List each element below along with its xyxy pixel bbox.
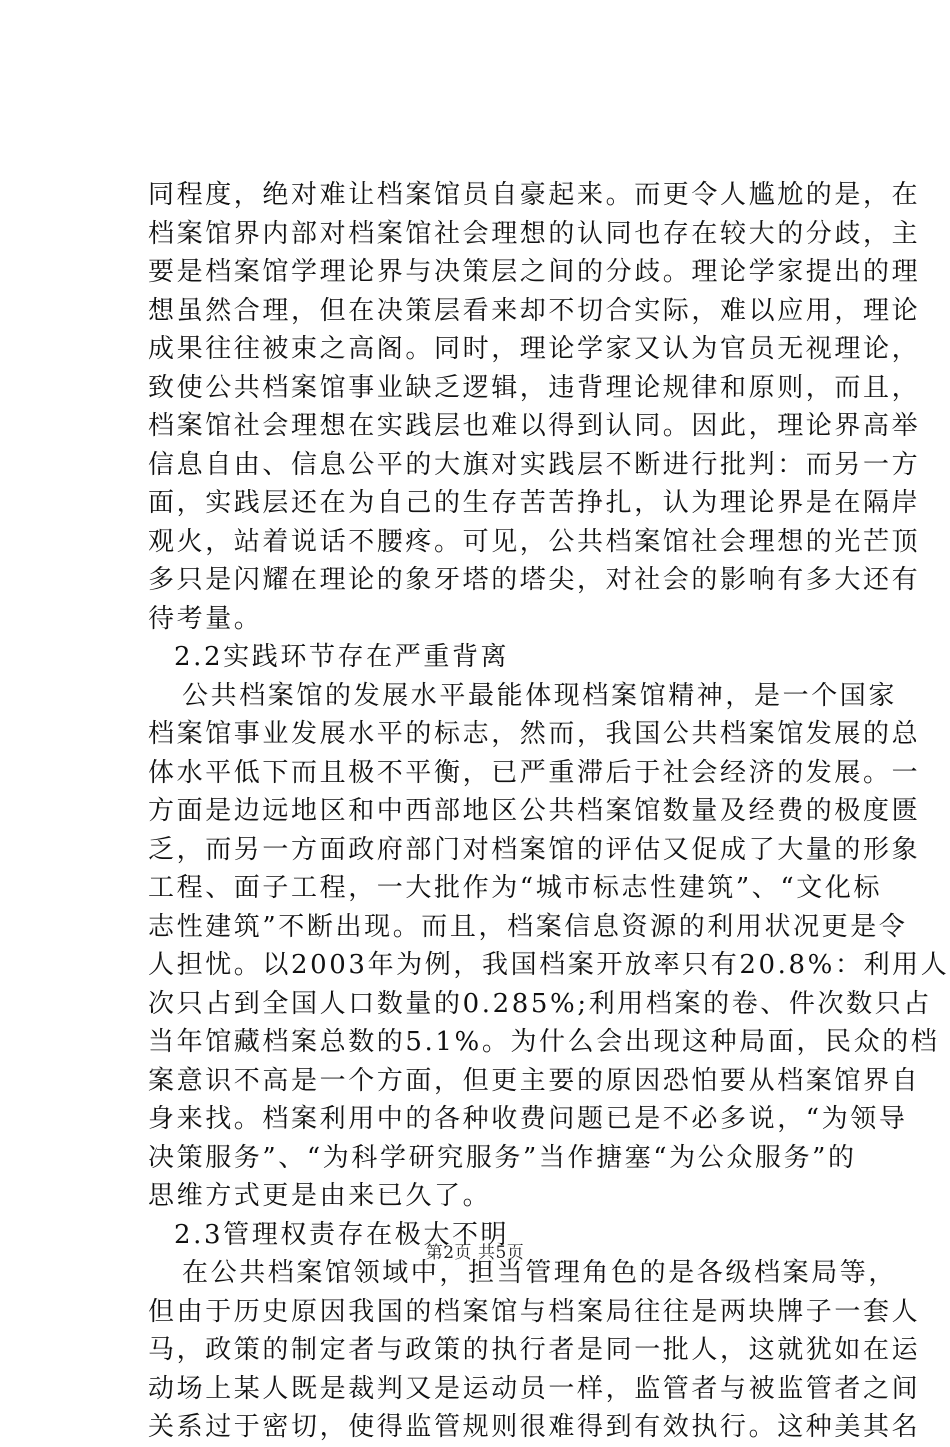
text-line: 要是档案馆学理论界与决策层之间的分歧。理论学家提出的理: [148, 257, 921, 287]
text-line: 在公共档案馆领域中，担当管理角色的是各级档案局等，: [182, 1258, 898, 1288]
text-line: 成果往往被束之高阁。同时，理论学家又认为官员无视理论，: [148, 334, 921, 364]
text-line: 同程度，绝对难让档案馆员自豪起来。而更令人尴尬的是，在: [148, 180, 921, 210]
text-line: 面，实践层还在为自己的生存苦苦挣扎，认为理论界是在隔岸: [148, 488, 921, 518]
text-line: 决策服务”、“为科学研究服务”当作搪塞“为公众服务”的: [148, 1142, 857, 1173]
text-line: 想虽然合理，但在决策层看来却不切合实际，难以应用，理论: [148, 295, 921, 326]
text-line: 信息自由、信息公平的大旗对实践层不断进行批判：而另一方: [148, 449, 921, 480]
text-line: 次只占到全国人口数量的0.285%;利用档案的卷、件次数只占: [148, 988, 932, 1019]
text-line: 工程、面子工程，一大批作为“城市标志性建筑”、“文化标: [148, 873, 883, 903]
text-line: 当年馆藏档案总数的5.1%。为什么会出现这种局面，民众的档: [148, 1027, 940, 1057]
text-line: 案意识不高是一个方面，但更主要的原因恐怕要从档案馆界自: [148, 1065, 921, 1096]
text-line: 乏，而另一方面政府部门对档案馆的评估又促成了大量的形象: [148, 834, 921, 865]
text-line: 多只是闪耀在理论的象牙塔的塔尖，对社会的影响有多大还有: [148, 565, 921, 595]
text-line: 关系过于密切，使得监管规则很难得到有效执行。这种美其名: [148, 1412, 921, 1442]
section-heading: 2.2实践环节存在严重背离: [174, 642, 510, 672]
text-line: 档案馆社会理想在实践层也难以得到认同。因此，理论界高举: [148, 411, 921, 441]
text-line: 档案馆事业发展水平的标志，然而，我国公共档案馆发展的总: [148, 719, 921, 749]
text-line: 马，政策的制定者与政策的执行者是同一批人，这就犹如在运: [148, 1335, 921, 1365]
text-line: 人担忧。以2003年为例，我国档案开放率只有20.8%：利用人: [148, 950, 950, 980]
page-footer: 第2页 共5页: [425, 1243, 525, 1263]
text-line: 身来找。档案利用中的各种收费问题已是不必多说，“为领导: [148, 1104, 908, 1134]
text-line: 志性建筑”不断出现。而且，档案信息资源的利用状况更是令: [148, 911, 908, 942]
text-line: 但由于历史原因我国的档案馆与档案局往往是两块牌子一套人: [148, 1296, 921, 1327]
section-heading: 2.3管理权责存在极大不明: [174, 1219, 510, 1250]
text-line: 方面是边远地区和中西部地区公共档案馆数量及经费的极度匮: [148, 796, 921, 826]
text-line: 档案馆界内部对档案馆社会理想的认同也存在较大的分歧，主: [148, 218, 921, 249]
text-line: 观火，站着说话不腰疼。可见，公共档案馆社会理想的光芒顶: [148, 526, 921, 557]
text-line: 体水平低下而且极不平衡，已严重滞后于社会经济的发展。一: [148, 757, 921, 788]
text-line: 致使公共档案馆事业缺乏逻辑，违背理论规律和原则，而且，: [148, 372, 921, 403]
text-line: 待考量。: [148, 603, 263, 634]
text-line: 动场上某人既是裁判又是运动员一样，监管者与被监管者之间: [148, 1373, 921, 1404]
text-line: 公共档案馆的发展水平最能体现档案馆精神，是一个国家: [182, 680, 898, 711]
text-line: 思维方式更是由来已久了。: [148, 1181, 492, 1211]
